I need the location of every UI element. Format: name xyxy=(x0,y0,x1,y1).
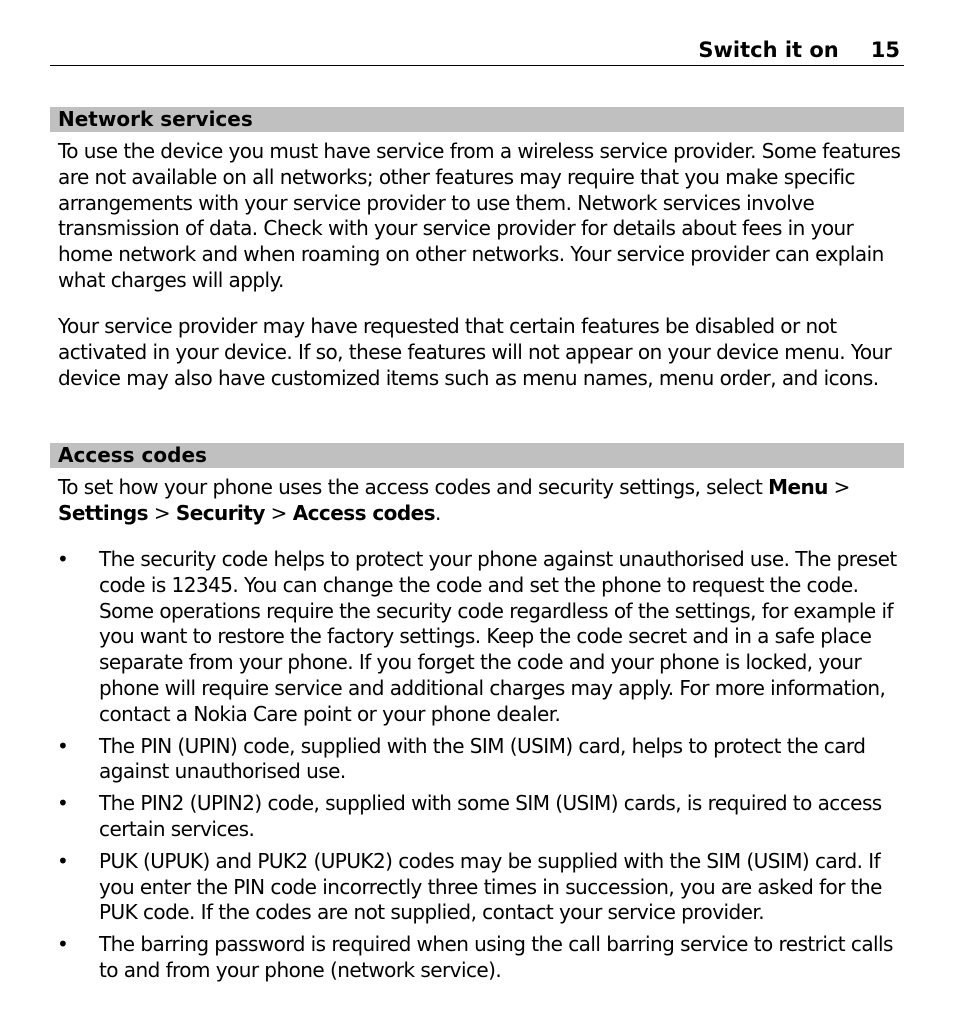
section-heading-network-services: Network services xyxy=(50,107,904,132)
access-codes-intro xyxy=(58,475,904,527)
path-separator: > xyxy=(153,500,171,525)
network-services-paragraph-1: To use the device you must have service from a wireless service provider. Some features are not available on all networks; other features may require that you make specific arrangements with your service provider to use them. Network services involve transmission of data. Check with your service provider for details about fees in your home network and when roaming on other networks. Your service provider can explain what charges will apply. xyxy=(58,139,901,292)
bullet-mark: • xyxy=(57,733,69,758)
list-item-text: The PIN (UPIN) code, supplied with the SIM (USIM) card, helps to protect the card against unauthorised use. xyxy=(99,733,866,784)
list-item-text: The security code helps to protect your phone against unauthorised use. The preset code is 12345. You can change the code and set the phone to request the code. Some operations require the security code regardless of the settings, for example if you want to restore the factory settings. Keep the code secret and in a safe place separate from your phone. If you forget the code and your phone is locked, your phone will require service and additional charges may apply. For more information, contact a Nokia Care point or your phone dealer. xyxy=(99,547,897,726)
access-codes-list xyxy=(50,547,904,990)
running-header xyxy=(50,36,904,64)
list-item-text: The barring password is required when using the call barring service to restrict calls to and from your phone (network service). xyxy=(99,932,893,982)
intro-end: . xyxy=(435,500,441,525)
list-item xyxy=(50,734,904,786)
chapter-title: Switch it on xyxy=(698,38,839,62)
bullet-mark: • xyxy=(57,848,69,873)
intro-text: To set how your phone uses the access codes and security settings, select xyxy=(58,475,763,499)
list-item-text: PUK (UPUK) and PUK2 (UPUK2) codes may be supplied with the SIM (USIM) card. If you enter the PIN code incorrectly three times in succession, you are asked for the PUK code. If the codes are not supplied, contact your service provider. xyxy=(99,848,882,925)
page-number: 15 xyxy=(870,38,900,62)
list-item xyxy=(50,547,904,728)
network-services-paragraph-2: Your service provider may have requested that certain features be disabled or not activated in your device. If so, these features will not appear on your device menu. Your device may also have customized items such as menu names, menu order, and icons. xyxy=(58,314,892,390)
menu-path-settings: Settings xyxy=(58,500,149,525)
bullet-mark: • xyxy=(57,932,69,957)
path-separator: > xyxy=(833,475,850,499)
path-separator: > xyxy=(270,500,287,525)
bullet-mark: • xyxy=(57,547,69,571)
menu-path-access-codes: Access codes xyxy=(292,500,435,525)
menu-path-menu: Menu xyxy=(768,475,828,499)
list-item xyxy=(50,849,904,926)
bullet-mark: • xyxy=(57,791,69,816)
list-item xyxy=(50,791,904,843)
section-heading-access-codes: Access codes xyxy=(50,443,904,468)
header-rule xyxy=(50,65,904,66)
list-item xyxy=(50,932,904,984)
list-item-text: The PIN2 (UPIN2) code, supplied with some SIM (USIM) cards, is required to access certain services. xyxy=(99,791,882,841)
menu-path-security: Security xyxy=(175,500,265,525)
